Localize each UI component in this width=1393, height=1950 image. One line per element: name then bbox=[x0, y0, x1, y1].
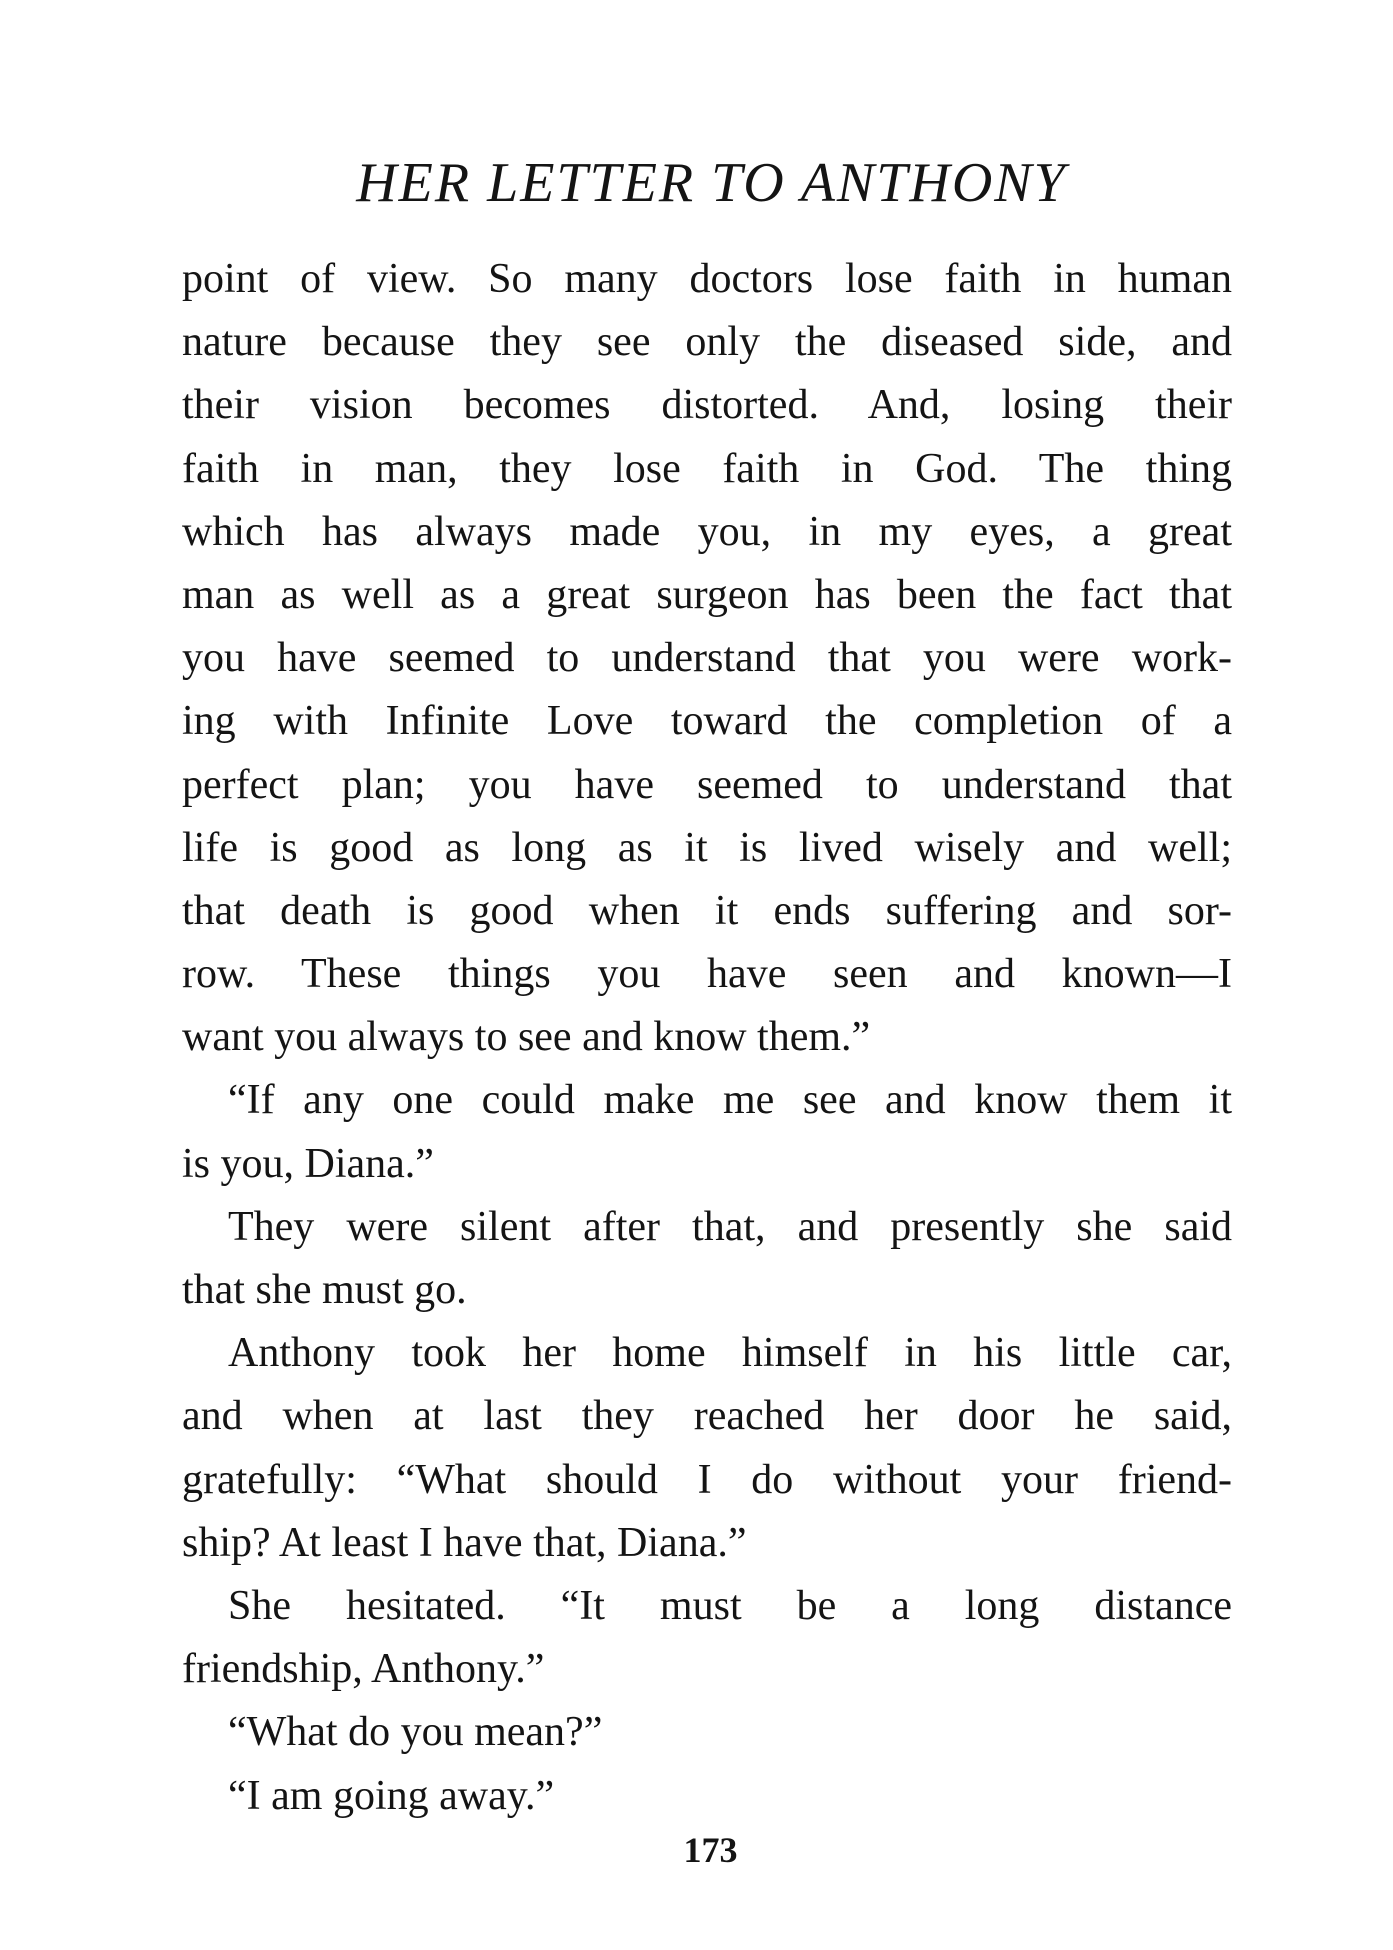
text-line: that death is good when it ends suffering and sor- bbox=[182, 887, 1232, 934]
text-line: is you, Diana.” bbox=[182, 1140, 434, 1187]
text-line: “If any one could make me see and know them it bbox=[228, 1077, 1232, 1124]
text-line: “What do you mean?” bbox=[228, 1709, 603, 1756]
text-line: their vision becomes distorted. And, losing their bbox=[182, 382, 1232, 429]
text-line: nature because they see only the diseased side, and bbox=[182, 319, 1232, 366]
text-line: that she must go. bbox=[182, 1267, 467, 1313]
running-head: HER LETTER TO ANTHONY bbox=[356, 152, 1067, 214]
text-line: and when at last they reached her door he said, bbox=[182, 1393, 1232, 1440]
body-text bbox=[182, 248, 1232, 1828]
text-line: She hesitated. “It must be a long distance bbox=[228, 1582, 1232, 1629]
text-line: man as well as a great surgeon has been the fact that bbox=[182, 571, 1232, 618]
text-line: gratefully: “What should I do without your friend- bbox=[182, 1456, 1232, 1503]
text-line: life is good as long as it is lived wisely and well; bbox=[182, 824, 1232, 871]
text-line: you have seemed to understand that you were work- bbox=[182, 635, 1232, 682]
text-line: ship? At least I have that, Diana.” bbox=[182, 1519, 747, 1566]
text-line: Anthony took her home himself in his little car, bbox=[228, 1330, 1232, 1377]
text-line: faith in man, they lose faith in God. The thing bbox=[182, 445, 1232, 492]
text-line: point of view. So many doctors lose faith in human bbox=[182, 256, 1232, 302]
page-number: 173 bbox=[683, 1830, 738, 1870]
text-line: They were silent after that, and presently she said bbox=[228, 1203, 1232, 1250]
text-line: row. These things you have seen and known—I bbox=[182, 951, 1232, 998]
text-line: friendship, Anthony.” bbox=[182, 1646, 545, 1693]
text-line: ing with Infinite Love toward the completion of a bbox=[182, 698, 1232, 745]
text-line: perfect plan; you have seemed to understand that bbox=[182, 761, 1232, 808]
text-line: which has always made you, in my eyes, a great bbox=[182, 508, 1232, 555]
text-line: “I am going away.” bbox=[228, 1772, 555, 1819]
text-line: want you always to see and know them.” bbox=[182, 1014, 871, 1061]
